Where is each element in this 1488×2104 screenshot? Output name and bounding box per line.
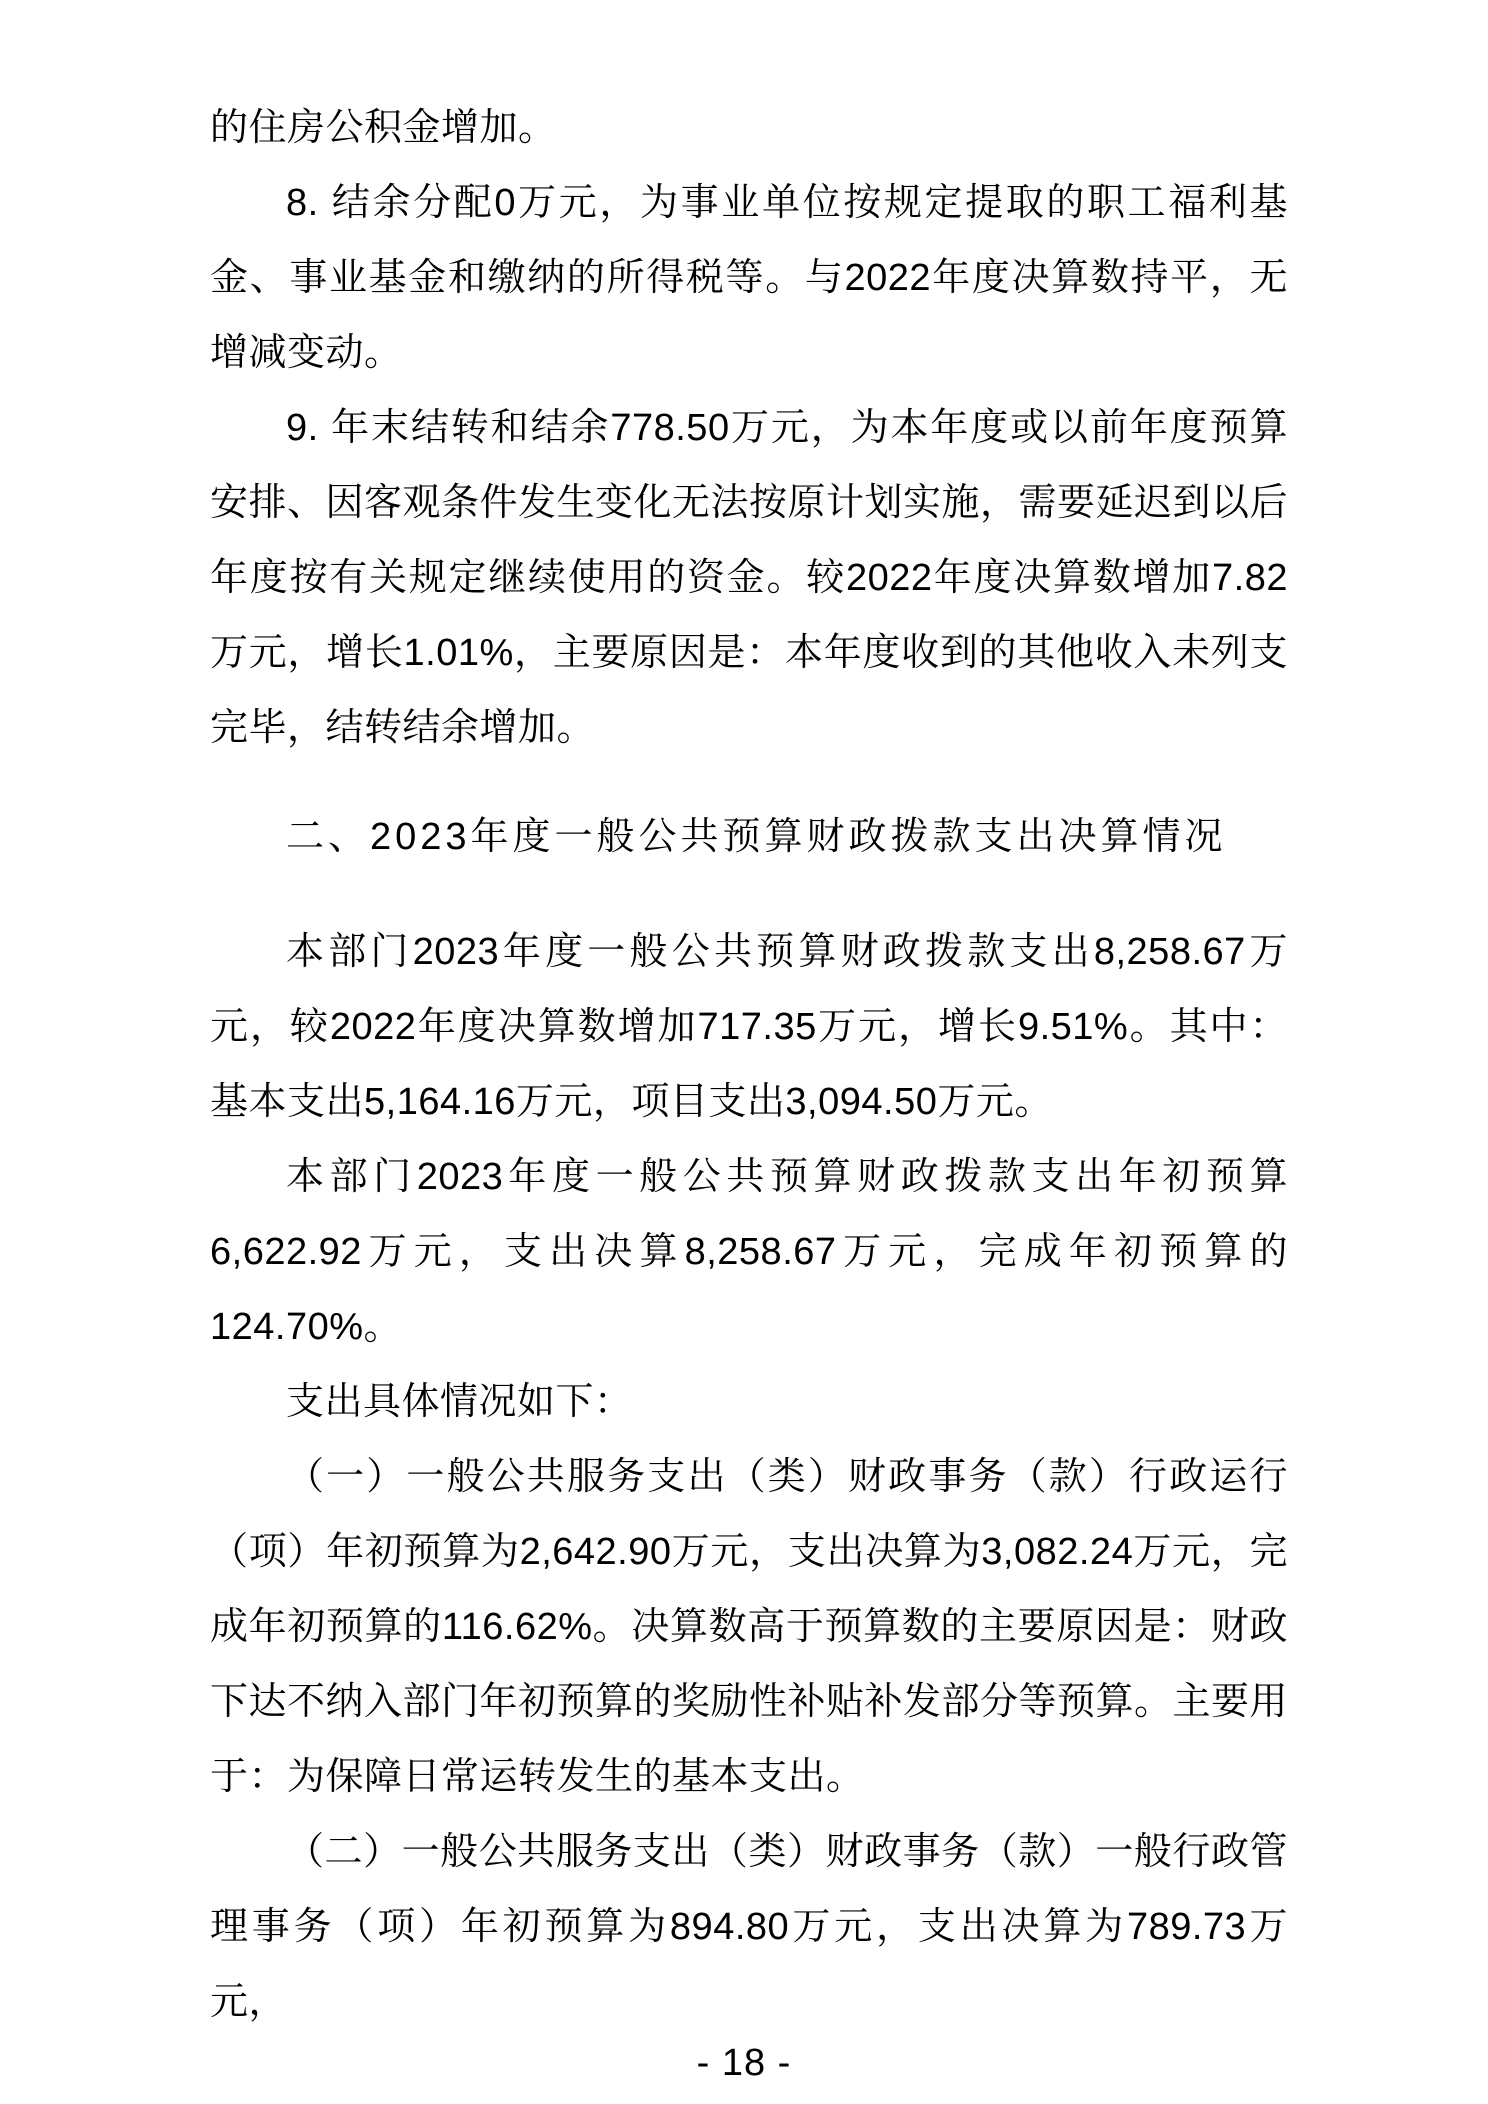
paragraph-expenditure-total: 本部门2023年度一般公共预算财政拨款支出8,258.67万元，较2022年度决算数增加717.35万元，增长9.51%。其中：基本支出5,164.16万元，项目支出3,094.50万元。: [210, 931, 1288, 1123]
paragraph-budget-completion: 本部门2023年度一般公共预算财政拨款支出年初预算6,622.92万元，支出决算8,258.67万元，完成年初预算的124.70%。: [210, 1156, 1288, 1348]
page-number: - 18 -: [696, 2042, 792, 2084]
paragraph-item-8: 8. 结余分配0万元，为事业单位按规定提取的职工福利基金、事业基金和缴纳的所得税等。与2022年度决算数持平，无增减变动。: [210, 182, 1288, 374]
paragraph-details-intro: 支出具体情况如下：: [286, 1381, 633, 1423]
section-heading: 二、2023年度一般公共预算财政拨款支出决算情况: [286, 816, 1227, 858]
document-content: [210, 91, 1288, 2040]
paragraph-continuation: 的住房公积金增加。: [210, 107, 557, 149]
paragraph-item-9: 9. 年末结转和结余778.50万元，为本年度或以前年度预算安排、因客观条件发生变化无法按原计划实施，需要延迟到以后年度按有关规定继续使用的资金。较2022年度决算数增加7.82万元，增长1.01%，主要原因是：本年度收到的其他收入未列支完毕，结转结余增加。: [210, 407, 1289, 749]
paragraph-item-two: （二）一般公共服务支出（类）财政事务（款）一般行政管理事务（项）年初预算为894.80万元，支出决算为789.73万元，: [210, 1831, 1288, 2023]
paragraph-item-one: （一）一般公共服务支出（类）财政事务（款）行政运行（项）年初预算为2,642.90万元，支出决算为3,082.24万元，完成年初预算的116.62%。决算数高于预算数的主要原因是：财政下达不纳入部门年初预算的奖励性补贴补发部分等预算。主要用于：为保障日常运转发生的基本支出。: [210, 1456, 1289, 1798]
